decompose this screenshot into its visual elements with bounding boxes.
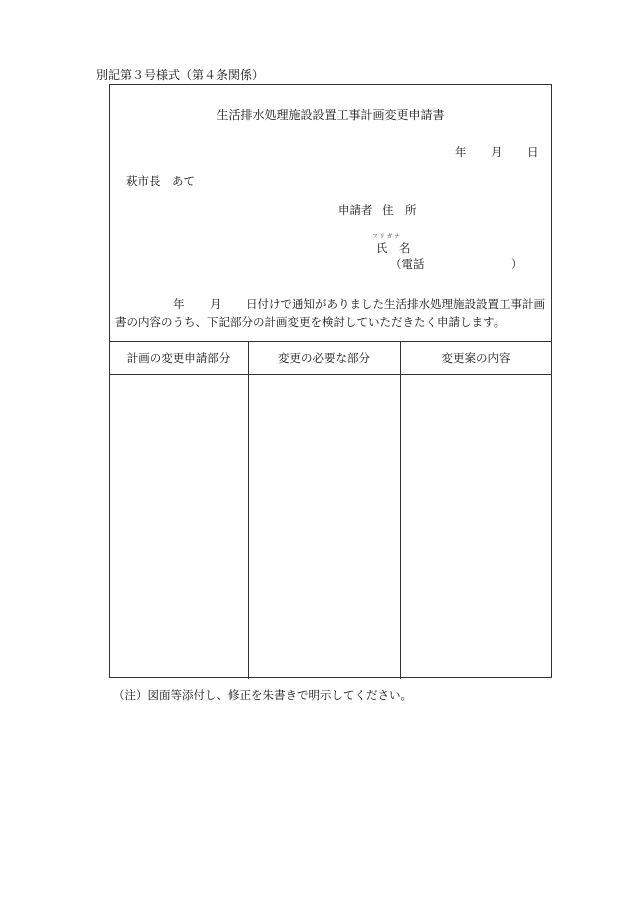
column-header-proposal-content: 変更案の内容 (400, 342, 552, 375)
column-divider (248, 342, 249, 679)
application-form-frame (109, 84, 552, 678)
footnote: （注）図面等添付し、修正を朱書きで明示してください。 (113, 688, 412, 702)
telephone-label: （電話 (390, 257, 425, 271)
column-divider (400, 342, 401, 679)
form-number-label: 別記第３号様式（第４条関係） (96, 68, 265, 82)
body-month-label: 月 (210, 297, 222, 311)
address-label: 住 所 (382, 203, 417, 217)
name-label: 氏 名 (376, 241, 411, 255)
column-header-change-part: 計画の変更申請部分 (109, 342, 248, 375)
form-title: 生活排水処理施設設置工事計画変更申請書 (216, 108, 445, 122)
body-year-label: 年 (173, 297, 185, 311)
applicant-label: 申請者 (338, 203, 373, 217)
body-text-line2: 書の内容のうち、下記部分の計画変更を検討していただきたく申請します。 (115, 315, 506, 329)
date-month-label: 月 (491, 145, 503, 159)
body-text-line1: 日付けで通知がありました生活排水処理施設設置工事計画 (246, 297, 545, 311)
date-day-label: 日 (527, 145, 539, 159)
telephone-close-paren: ） (511, 257, 523, 271)
date-year-label: 年 (455, 145, 467, 159)
column-header-required-part: 変更の必要な部分 (248, 342, 400, 375)
addressee: 萩市長 あて (126, 174, 195, 188)
change-request-table (109, 341, 552, 679)
furigana-label: フリガナ (372, 234, 402, 240)
